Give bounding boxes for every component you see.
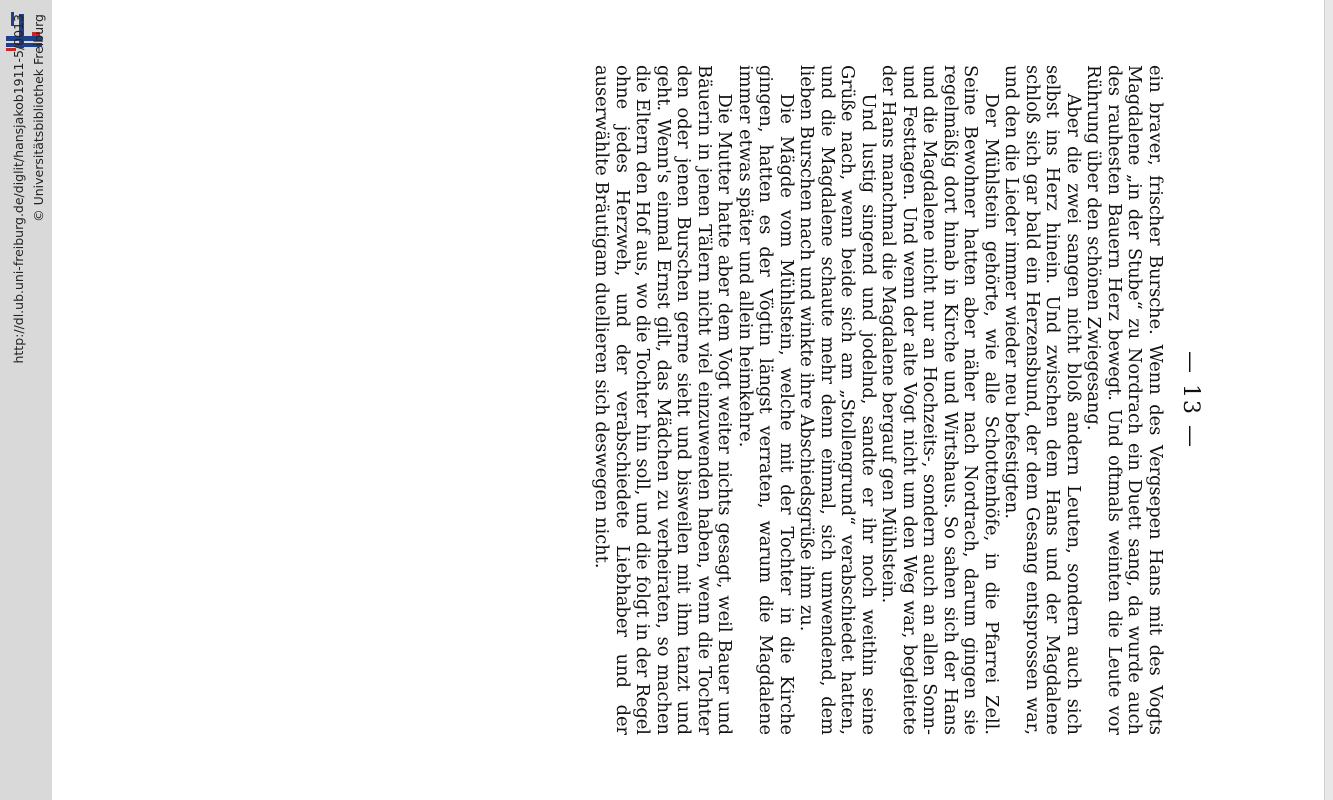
paragraph: Aber die zwei sangen nicht bloß andern Leuten, sondern auch sich selbst ins Herz hinein. Und zwischen dem Hans und der Magdalene schloß sich gar bald ein Herzensbund, der dem Gesang entsprossen war, und den die Lieder immer wieder neu befestigten.: [1001, 65, 1084, 735]
paragraph: Der Mühlstein gehörte, wie alle Schottenhöfe, in die Pfarrei Zell. Seine Bewohner hatten aber näher nach Nordrach, darum gingen sie regelmäßig dort hinab in Kirche und Wirtshaus. So sahen sich der Hans und die Magdalene nicht nur an Hochzeits-, sondern auch an allen Sonn- und Festtagen. Und wenn der alte Vogt nicht um den Weg war, begleitete der Hans manchmal die Magdalene bergauf gen Mühlstein.: [878, 65, 1002, 735]
sidebar: [0, 0, 52, 800]
sidebar-caption: [0, 0, 52, 800]
source-url-link[interactable]: http://dl.ub.uni-freiburg.de/diglit/hansjakob1911-5/0013: [11, 14, 26, 364]
paragraph: Und lustig singend und jodelnd, sandte er ihr noch weithin seine Grüße nach, wenn beide sich am „Stollengrund“ verabschiedet hatten, und die Magdalene schaute mehr denn einmal, sich umwendend, dem lieben Burschen nach und winkte ihre Abschiedsgrüße ihm zu.: [796, 65, 879, 735]
copyright-notice: © Universitätsbibliothek Freiburg: [31, 14, 46, 222]
paragraph: Die Mutter hatte aber dem Vogt weiter nichts gesagt, weil Bauer und Bäuerin in jenen Tälern nicht viel einzuwenden haben, wenn die Tochter den oder jenen Burschen gerne sieht und bisweilen mit ihm tanzt und geht. Wenn's einmal Ernst gilt, das Mädchen zu verheiraten, so machen die Eltern den Hof aus, wo die Tochter hin soll, und die folgt in der Regel ohne jedes Herzweh, und der verabschiedete Liebhaber und der auserwählte Bräutigam duellieren sich deswegen nicht.: [591, 65, 736, 735]
document-page: [205, 65, 1205, 735]
vertical-scrollbar[interactable]: [1324, 0, 1333, 800]
paragraph: ein braver, frischer Bursche. Wenn des Vergsepen Hans mit des Vogts Magdalene „in der Stube“ zu Nordrach ein Duett sang, da wurde auch des rauhesten Bauern Herz bewegt. Und oftmals weinten die Leute vor Rührung über den schönen Zwiegesang.: [1083, 65, 1166, 735]
paragraph: Die Mägde vom Mühlstein, welche mit der Tochter in die Kirche gingen, hatten es der Vögtin längst verraten, warum die Magdalene immer etwas später und allein heimkehre.: [735, 65, 797, 735]
page-number-header: — 13 —: [1178, 351, 1203, 449]
